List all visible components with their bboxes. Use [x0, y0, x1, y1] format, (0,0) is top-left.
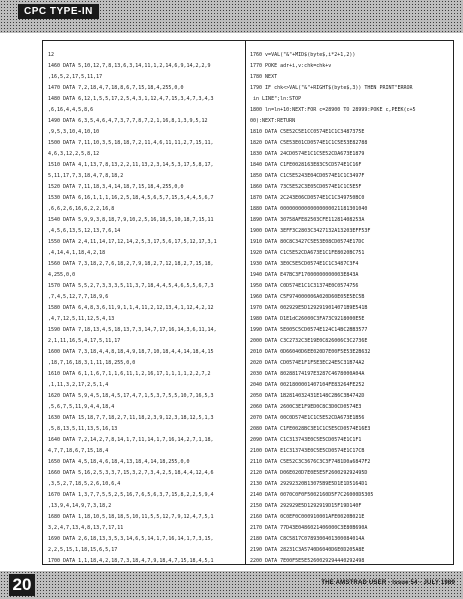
code-line: 2040 DATA 0021800001407104FE83264FE252: [250, 382, 365, 388]
code-line: 4,7,7,18,6,7,15,18,4: [48, 448, 109, 454]
code-line: 1760 v=VAL("&"+MID$(byte$,i*2+1,2)): [250, 52, 356, 58]
code-line: 2120 DATA D06E020D7E0E5E5F260029292495D: [250, 470, 368, 476]
code-line: 2150 DATA 292929E5D1292919D15F19D140F: [250, 503, 362, 509]
code-line: 2070 DATA 00C0D574E1C1C5E52CDA673E1B56: [250, 415, 365, 421]
code-line: 3,2,4,7,13,4,8,13,7,17,11: [48, 525, 124, 531]
code-line: 1820 DATA C5E53E01CD0574E1C1C5E53E82788: [250, 140, 368, 146]
listing-column-right: [250, 50, 450, 565]
code-line: ,4,14,4,1,18,4,2,18: [48, 250, 106, 256]
code-line: 1620 DATA 5,9,4,5,18,4,5,17,4,7,1,5,3,7,5,5,10,7,16,5,3: [48, 393, 214, 399]
code-line: 2000 DATA C3C2732C3E19E0C826006C3C2736E: [250, 338, 368, 344]
code-line: 4,6,3,12,2,5,8,12: [48, 151, 100, 157]
section-tag: CPC TYPE-IN: [18, 4, 99, 19]
code-listing-box: [42, 40, 454, 565]
code-line: 2160 DATA 0C0EF0C000910001AFE0020B021E: [250, 514, 365, 520]
code-line: 1670 DATA 1,3,7,7,5,5,2,5,16,7,6,5,6,3,7,15,8,2,2,5,9,4: [48, 492, 214, 498]
code-line: ,9,5,3,10,4,10,10: [48, 129, 100, 135]
code-line: 1910 DATA 80C8C3427C5E53E08CD0574E17DC: [250, 239, 365, 245]
code-line: ,3,5,2,7,18,5,2,6,10,6,4: [48, 481, 121, 487]
code-line: 2200 DATA 7E00F5E5E5260029294440292498: [250, 558, 365, 564]
column-divider: [245, 41, 246, 564]
code-line: 1480 DATA 6,12,1,5,5,17,2,5,4,3,1,12,4,7,15,3,4,7,3,4,3: [48, 96, 214, 102]
code-line: 1630 DATA 15,18,7,7,18,2,7,11,18,2,3,9,12,3,18,12,5,1,3: [48, 415, 214, 421]
code-line: 1490 DATA 6,3,5,4,6,4,7,3,7,7,8,7,2,1,16,8,1,3,9,5,12: [48, 118, 208, 124]
code-line: 1640 DATA 7,2,14,2,7,8,14,1,7,11,14,1,7,16,14,2,7,1,18,: [48, 437, 214, 443]
code-line: 1600 DATA 7,3,18,4,4,8,18,4,9,18,7,10,18,4,4,14,18,4,15: [48, 349, 214, 355]
code-line: 1590 DATA 7,18,13,4,5,18,13,7,3,14,7,17,16,14,3,6,11,14,: [48, 327, 217, 333]
code-line: ,1,11,3,2,17,2,5,1,4: [48, 382, 109, 388]
code-line: 1660 DATA 5,16,2,5,3,3,7,15,3,2,7,3,4,2,5,18,4,4,12,4,6: [48, 470, 214, 476]
code-line: 1900 DATA 3EFF3C2803C3427132A13203EFF53F: [250, 228, 371, 234]
code-line: 2190 DATA 28231C3A5740D6040D6E0D205A8E: [250, 547, 365, 553]
code-line: ,4,5,6,13,5,12,13,7,6,14: [48, 228, 121, 234]
code-line: 4,255,0,0: [48, 272, 76, 278]
page-number: 20: [9, 574, 35, 596]
code-line: ,13,9,4,14,9,7,3,18,2: [48, 503, 112, 509]
code-line: 1860 DATA 73C5E52C3E05CD0574E1C1C5E5F: [250, 184, 362, 190]
code-line: 1960 DATA C5F974000006A020D60E05E5EC5B: [250, 294, 365, 300]
code-line: 2090 DATA C1C313743E0C5E5CD0574E1C1F1: [250, 437, 362, 443]
code-line: ,6,16,4,4,5,8,6: [48, 107, 94, 113]
code-line: 1530 DATA 6,16,1,1,1,16,2,5,18,4,5,6,5,7,15,5,4,4,5,6,7: [48, 195, 214, 201]
code-line: 2080 DATA C1FE0028BC3E1C1C5E5CD0574E16E3: [250, 426, 371, 432]
code-line: 1880 DATA 00000000000000000021181301040: [250, 206, 368, 212]
code-line: 1540 DATA 5,9,9,3,8,18,7,9,10,2,5,16,18,5,10,18,7,15,11: [48, 217, 214, 223]
code-line: 2060 DATA 2600C3E1F9ED0C8C3D0CD0574E3: [250, 404, 362, 410]
code-line: ,5,8,13,5,11,13,5,16,13: [48, 426, 118, 432]
code-line: 1650 DATA 4,5,18,4,6,18,4,13,18,4,14,18,255,0,0: [48, 459, 190, 465]
code-line: ,6,6,2,6,16,6,2,2,16,8: [48, 206, 115, 212]
code-line: 2020 DATA CD0574E1F1F5E3EC24E5C31B74A2: [250, 360, 365, 366]
code-line: 1780 NEXT: [250, 74, 278, 80]
code-line: 2,1,11,16,5,4,17,5,11,17: [48, 338, 121, 344]
code-line: 1610 DATA 6,1,1,6,7,1,1,6,11,1,2,16,17,1,1,1,1,2,2,7,2: [48, 371, 211, 377]
code-line: 1790 IF chk<>VAL("&"+RIGHT$(byte$,3)) THEN PRINT"ERROR: [250, 85, 413, 91]
code-line: 1690 DATA 2,6,18,13,3,5,3,14,6,5,14,1,7,16,14,1,7,3,15,: [48, 536, 214, 542]
code-line: 1890 DATA 30758AFE82503CFE11281408253A: [250, 217, 365, 223]
code-line: 1560 DATA 7,3,18,2,7,6,18,2,7,9,18,2,7,12,18,2,7,15,18,: [48, 261, 214, 267]
code-line: 1930 DATA 3E0C5E5CD0574E1C1C3487C3F4: [250, 261, 359, 267]
code-line: 1510 DATA 4,1,13,7,8,13,2,2,11,13,2,3,14,5,3,17,5,8,17,: [48, 162, 214, 168]
code-line: 1840 DATA C1FE0028163E83C5CD574E1C16F: [250, 162, 362, 168]
code-line: in LINE";ln:STOP: [250, 96, 302, 102]
code-line: 1970 DATA 002929E5D1292919014071B9E541B: [250, 305, 368, 311]
code-line: 1980 DATA D1E1dC26000C3FA73C9218000E5E: [250, 316, 365, 322]
code-line: 2010 DATA 0D66040D6EE020D7E00F5E53E2B632: [250, 349, 371, 355]
code-line: ,7,4,5,12,7,7,18,9,6: [48, 294, 109, 300]
code-line: 1950 DATA C0D574E1C1C31374E0C0574756: [250, 283, 359, 289]
code-line: ,4,7,12,5,11,12,5,4,13: [48, 316, 115, 322]
code-line: 1770 POKE adr+i,v:chk=chk+v: [250, 63, 332, 69]
code-line: 1990 DATA 5E005C5CD0574E124C14BC2BB3577: [250, 327, 368, 333]
code-line: 1940 DATA E47BC3F17000000000003E843A: [250, 272, 359, 278]
code-line: 1810 DATA C5E52C5E1CC0574E1C1C3487375E: [250, 129, 365, 135]
code-line: 2,2,5,15,1,18,15,6,5,17: [48, 547, 118, 553]
code-line: 1570 DATA 5,5,2,7,3,3,3,5,11,3,7,18,4,4,5,4,6,5,5,6,7,3: [48, 283, 214, 289]
publication-line: THE AMSTRAD USER - Issue 54 - JULY 1989: [321, 580, 455, 586]
code-line: 2130 DATA 29292320B13075B9E5D1E1D5164D1: [250, 481, 368, 487]
code-line: 1700 DATA 1,1,18,4,2,18,7,3,18,4,7,9,18,4,7,15,18,4,5,1: [48, 558, 214, 564]
code-line: 1920 DATA C1C5E52CDA673E1C1FE8020BC751: [250, 250, 365, 256]
code-line: ,5,6,7,5,11,9,4,4,18,4: [48, 404, 115, 410]
code-line: 1550 DATA 2,4,11,14,17,12,14,2,5,3,17,5,6,17,5,12,17,3,1: [48, 239, 217, 245]
listing-column-left: [48, 50, 242, 565]
code-line: 2100 DATA E1C313743E0C5E5CD0574E1C17CB: [250, 448, 365, 454]
code-line: 2050 DATA 1B2814032431E148C2B6C3B4742D: [250, 393, 365, 399]
code-line: 1680 DATA 1,18,10,5,18,18,5,10,11,5,5,12,7,9,12,4,7,5,1: [48, 514, 214, 520]
code-line: 5,11,17,7,3,18,4,7,8,18,2: [48, 173, 124, 179]
code-line: 1520 DATA 7,11,18,3,4,14,18,7,15,18,4,255,0,0: [48, 184, 184, 190]
code-line: 1830 DATA 24CD0574E1C1C5E52CDA673E1879: [250, 151, 365, 157]
code-line: 1800 ln=ln+10:NEXT:FOR c=28900 TO 28999:POKE c,PEEK(c+5: [250, 107, 416, 113]
code-line: 1580 DATA 6,4,8,3,6,11,9,1,1,4,11,2,12,13,4,1,12,4,2,12: [48, 305, 214, 311]
code-line: 1500 DATA 7,11,10,3,5,18,18,7,2,11,4,6,11,11,2,7,15,11,: [48, 140, 214, 146]
code-line: 1470 DATA 7,2,18,4,7,18,8,6,7,15,18,4,255,0,0: [48, 85, 184, 91]
code-line: 2180 DATA C8C5817C0789300401300084014A: [250, 536, 365, 542]
code-line: 1870 DATA 2C243E06CD0574E1C1C349750BC0: [250, 195, 365, 201]
header-band: [0, 0, 463, 33]
code-line: 1460 DATA 5,10,12,7,8,13,6,3,14,11,1,2,14,6,9,14,2,2,9: [48, 63, 211, 69]
code-line: 1850 DATA C1C5E5243E04CD0574E1C1C3497F: [250, 173, 365, 179]
code-line: 2110 DATA C5E52C3C3676C3C3F7481D0a6847F2: [250, 459, 371, 465]
code-line: 00):NEXT:RETURN: [250, 118, 296, 124]
code-line: 2140 DATA 0070C0F0F5002160D5F7C26000D5305: [250, 492, 374, 498]
code-line: ,18,7,16,18,3,1,11,18,255,0,0: [48, 360, 136, 366]
code-line: 2030 DATA 80288174197E3287C4678000A04A: [250, 371, 365, 377]
code-line: ,16,5,2,17,5,11,17: [48, 74, 103, 80]
code-line: 12: [48, 52, 55, 58]
code-line: 2170 DATA 77D43E0486021406000C3E80B690A: [250, 525, 368, 531]
